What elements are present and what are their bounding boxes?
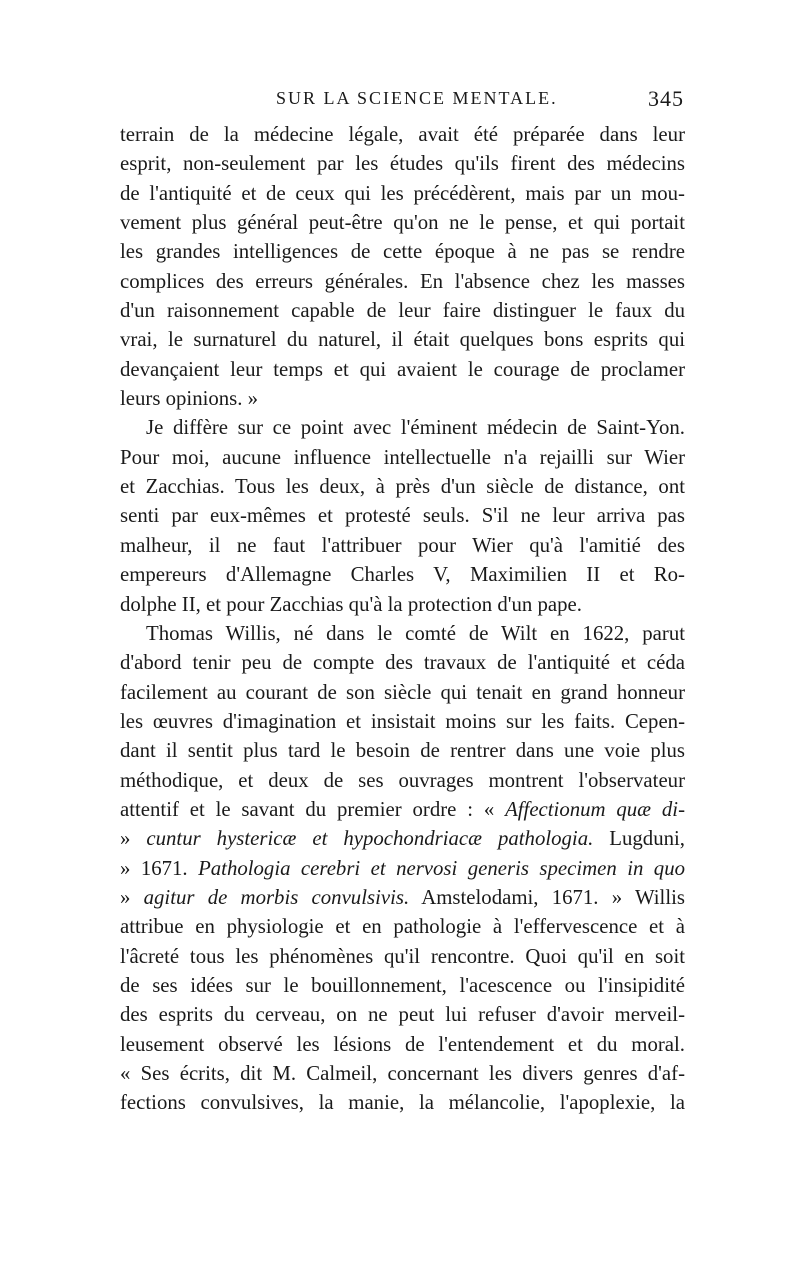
text-segment: dolphe II, et pour Zacchias qu'à la protection d'un pape. bbox=[120, 592, 582, 616]
text-segment: Je diffère sur ce point avec l'éminent médecin de Saint-Yon. bbox=[146, 416, 685, 440]
text-line bbox=[120, 971, 685, 1000]
text-segment: attribue en physiologie et en pathologie à l'effervescence et à bbox=[120, 915, 685, 939]
text-line bbox=[120, 1030, 685, 1059]
text-segment: leusement observé les lésions de l'entendement et du moral. bbox=[120, 1032, 685, 1056]
text-line bbox=[120, 678, 685, 707]
text-segment: « Ses écrits, dit M. Calmeil, concernant les divers genres d'af- bbox=[120, 1062, 685, 1085]
text-line bbox=[120, 179, 685, 208]
text-segment: malheur, il ne faut l'attribuer pour Wier qu'à l'amitié des bbox=[120, 533, 685, 557]
body-text bbox=[120, 120, 685, 1118]
text-line bbox=[120, 472, 685, 501]
text-line bbox=[120, 560, 685, 589]
text-line bbox=[120, 208, 685, 237]
text-segment: Thomas Willis, né dans le comté de Wilt en 1622, parut bbox=[146, 621, 685, 645]
text-segment: et Zacchias. Tous les deux, à près d'un siècle de distance, ont bbox=[120, 475, 685, 499]
text-segment: leurs opinions. » bbox=[120, 387, 259, 411]
text-line bbox=[120, 325, 685, 354]
text-segment: esprit, non-seulement par les études qu'ils firent des médecins bbox=[120, 152, 685, 176]
text-segment: d'un raisonnement capable de leur faire distinguer le faux du bbox=[120, 299, 685, 323]
text-segment: terrain de la médecine légale, avait été préparée dans leur bbox=[120, 123, 685, 146]
text-line bbox=[120, 1059, 685, 1088]
italic-text: agitur de morbis convulsivis. bbox=[143, 885, 410, 909]
text-line bbox=[120, 413, 685, 442]
text-segment: facilement au courant de son siècle qui tenait en grand honneur bbox=[120, 680, 685, 704]
text-line bbox=[120, 120, 685, 149]
text-line bbox=[120, 648, 685, 677]
text-segment: devançaient leur temps et qui avaient le courage de proclamer bbox=[120, 357, 685, 381]
text-segment: de l'antiquité et de ceux qui les précédèrent, mais par un mou- bbox=[120, 181, 685, 205]
text-line bbox=[120, 149, 685, 178]
text-line bbox=[120, 296, 685, 325]
text-line bbox=[120, 384, 685, 413]
running-title: SUR LA SCIENCE MENTALE. bbox=[276, 88, 558, 108]
text-line bbox=[120, 883, 685, 912]
text-segment: senti par eux-mêmes et protesté seuls. S'il ne leur arriva pas bbox=[120, 504, 685, 528]
text-segment: l'âcreté tous les phénomènes qu'il rencontre. Quoi qu'il en soit bbox=[120, 944, 685, 968]
text-line bbox=[120, 355, 685, 384]
text-segment: Amstelodami, 1671. » Willis bbox=[409, 885, 685, 909]
text-line bbox=[120, 237, 685, 266]
italic-text: Affectionum quæ di- bbox=[505, 797, 685, 821]
text-segment: des esprits du cerveau, on ne peut lui refuser d'avoir merveil- bbox=[120, 1003, 685, 1027]
text-segment: méthodique, et deux de ses ouvrages montrent l'observateur bbox=[120, 768, 685, 792]
text-line bbox=[120, 766, 685, 795]
text-line bbox=[120, 942, 685, 971]
text-segment: vrai, le surnaturel du naturel, il était quelques bons esprits qui bbox=[120, 328, 685, 352]
text-segment: » bbox=[120, 827, 147, 851]
text-segment: complices des erreurs générales. En l'absence chez les masses bbox=[120, 269, 685, 293]
text-line bbox=[120, 795, 685, 824]
italic-text: Pathologia cerebri et nervosi generis specimen in quo bbox=[198, 856, 686, 880]
text-line bbox=[120, 501, 685, 530]
text-segment: attentif et le savant du premier ordre : « bbox=[120, 797, 506, 821]
text-segment: fections convulsives, la manie, la mélancolie, l'apoplexie, la bbox=[120, 1091, 685, 1115]
text-line bbox=[120, 531, 685, 560]
text-segment: vement plus général peut-être qu'on ne le pense, et qui portait bbox=[120, 211, 685, 235]
text-segment: d'abord tenir peu de compte des travaux de l'antiquité et céda bbox=[120, 651, 685, 675]
text-line bbox=[120, 1088, 685, 1117]
text-segment: empereurs d'Allemagne Charles V, Maximilien II et Ro- bbox=[120, 563, 685, 587]
text-segment: dant il sentit plus tard le besoin de rentrer dans une voie plus bbox=[120, 739, 685, 763]
text-segment: de ses idées sur le bouillonnement, l'acescence ou l'insipidité bbox=[120, 973, 685, 997]
text-segment: les œuvres d'imagination et insistait moins sur les faits. Cepen- bbox=[120, 709, 685, 733]
text-line bbox=[120, 619, 685, 648]
text-segment: » 1671. bbox=[120, 856, 199, 880]
text-segment: » bbox=[120, 885, 144, 909]
text-line bbox=[120, 912, 685, 941]
text-line bbox=[120, 824, 685, 853]
running-header bbox=[118, 88, 684, 118]
italic-text: cuntur hystericæ et hypochondriacæ pathologia. bbox=[146, 827, 594, 851]
text-line bbox=[120, 1000, 685, 1029]
text-line bbox=[120, 443, 685, 472]
text-segment: Pour moi, aucune influence intellectuelle n'a rejailli sur Wier bbox=[120, 445, 685, 469]
text-line bbox=[120, 854, 685, 883]
text-segment: Lugduni, bbox=[593, 827, 685, 851]
page-number: 345 bbox=[648, 86, 684, 111]
text-line bbox=[120, 707, 685, 736]
text-segment: les grandes intelligences de cette époque à ne pas se rendre bbox=[120, 240, 685, 264]
text-line bbox=[120, 267, 685, 296]
text-line bbox=[120, 590, 685, 619]
text-line bbox=[120, 736, 685, 765]
